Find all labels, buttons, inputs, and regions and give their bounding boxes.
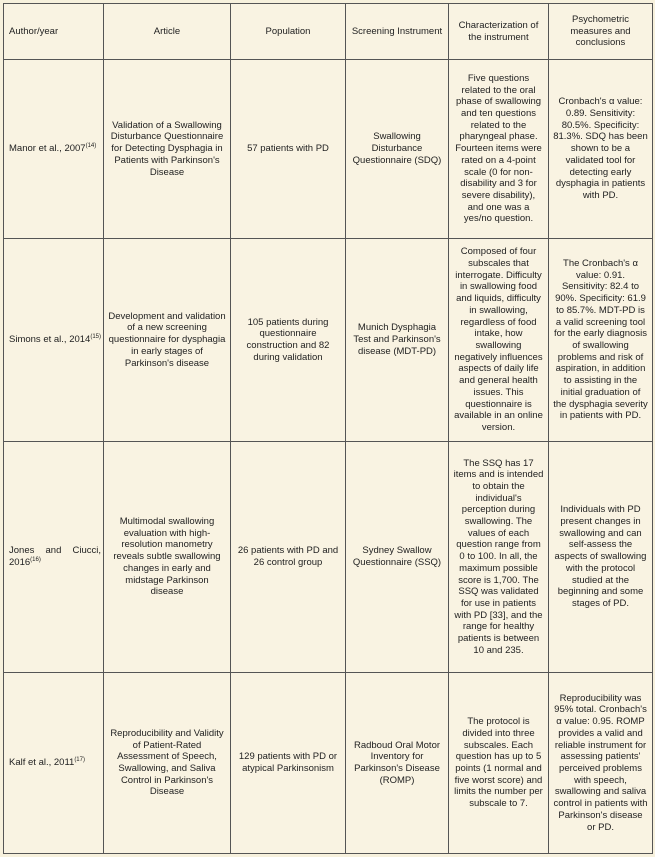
table-row — [4, 442, 653, 673]
reference-number: (14) — [85, 142, 97, 149]
psychometric-cell: The Cronbach's α value: 0.91. Sensitivity: 82.4 to 90%. Specificity: 61.9 to 85.7%. MDT-PD is a valid screening tool for the early diagnosis of swallowing problems and risk of aspiration, in addition to assisting in the initial graduation of the dysphagia severity in patients with PD. — [549, 239, 653, 442]
author-year: Simons et al., 2014 — [9, 334, 91, 346]
header-row — [4, 4, 653, 60]
table-row — [4, 673, 653, 854]
psychometric-cell: Individuals with PD present changes in swallowing and can self-assess the aspects of swallowing with the protocol studied at the beginning and some stages of PD. — [549, 442, 653, 673]
header-author-year: Author/year — [4, 4, 104, 60]
instrument-cell: Munich Dysphagia Test and Parkinson's disease (MDT-PD) — [346, 239, 449, 442]
author-year-cell — [4, 673, 104, 854]
characterization-cell: The SSQ has 17 items and is intended to obtain the individual's perception during swallowing. The values of each question range from 0 to 100. In all, the maximum possible score is 1,700. The SSQ was validated for use in patients with PD [33], and the range for healthy patients is between 10 and 235. — [449, 442, 549, 673]
table-row — [4, 239, 653, 442]
psychometric-cell: Cronbach's α value: 0.89. Sensitivity: 80.5%. Specificity: 81.3%. SDQ has been shown to be a validated tool for detecting early dysphagia in patients with PD. — [549, 60, 653, 239]
population-cell: 57 patients with PD — [231, 60, 346, 239]
instrument-cell: Swallowing Disturbance Questionnaire (SDQ) — [346, 60, 449, 239]
author-year-cell — [4, 239, 104, 442]
header-psychometric: Psychometric measures and conclusions — [549, 4, 653, 60]
article-cell: Development and validation of a new screening questionnaire for dysphagia in early stages of Parkinson's disease — [104, 239, 231, 442]
header-screening-instrument: Screening Instrument — [346, 4, 449, 60]
reference-number: (16) — [30, 556, 41, 563]
instrument-cell: Sydney Swallow Questionnaire (SSQ) — [346, 442, 449, 673]
header-article: Article — [104, 4, 231, 60]
author-year-cell — [4, 60, 104, 239]
author-year: Kalf et al., 2011 — [9, 757, 75, 769]
author-year: Jones and Ciucci, 2016 — [9, 545, 101, 568]
article-cell: Multimodal swallowing evaluation with high-resolution manometry reveals subtle swallowing changes in early and midstage Parkinson disease — [104, 442, 231, 673]
header-characterization: Characterization of the instrument — [449, 4, 549, 60]
reference-number: (15) — [90, 333, 101, 340]
population-cell: 105 patients during questionnaire construction and 82 during validation — [231, 239, 346, 442]
studies-table — [3, 3, 653, 854]
article-cell: Validation of a Swallowing Disturbance Questionnaire for Detecting Dysphagia in Patients with Parkinson's Disease — [104, 60, 231, 239]
population-cell: 129 patients with PD or atypical Parkinsonism — [231, 673, 346, 854]
characterization-cell: The protocol is divided into three subscales. Each question has up to 5 points (1 normal and five worst score) and limits the number per subscale to 7. — [449, 673, 549, 854]
header-population: Population — [231, 4, 346, 60]
table-row — [4, 60, 653, 239]
instrument-cell: Radboud Oral Motor Inventory for Parkinson's Disease (ROMP) — [346, 673, 449, 854]
characterization-cell: Composed of four subscales that interrogate. Difficulty in swallowing food and liquids, difficulty in swallowing, regardless of food intake, how swallowing negatively influences aspects of daily life and general health issues. This questionnaire is available in an online version. — [449, 239, 549, 442]
characterization-cell: Five questions related to the oral phase of swallowing and ten questions related to the pharyngeal phase. Fourteen items were rated on a 4-point scale (0 for non-disability and 3 for severe disability), and one was a yes/no question. — [449, 60, 549, 239]
author-year: Manor et al., 2007 — [9, 143, 86, 155]
psychometric-cell: Reproducibility was 95% total. Cronbach's α value: 0.95. ROMP provides a valid and reliable instrument for assessing patients' perceived problems with speech, swallowing and saliva control in patients with Parkinson's disease or PD. — [549, 673, 653, 854]
author-year-cell — [4, 442, 104, 673]
article-cell: Reproducibility and Validity of Patient-Rated Assessment of Speech, Swallowing, and Saliva Control in Parkinson's Disease — [104, 673, 231, 854]
reference-number: (17) — [74, 756, 85, 763]
population-cell: 26 patients with PD and 26 control group — [231, 442, 346, 673]
